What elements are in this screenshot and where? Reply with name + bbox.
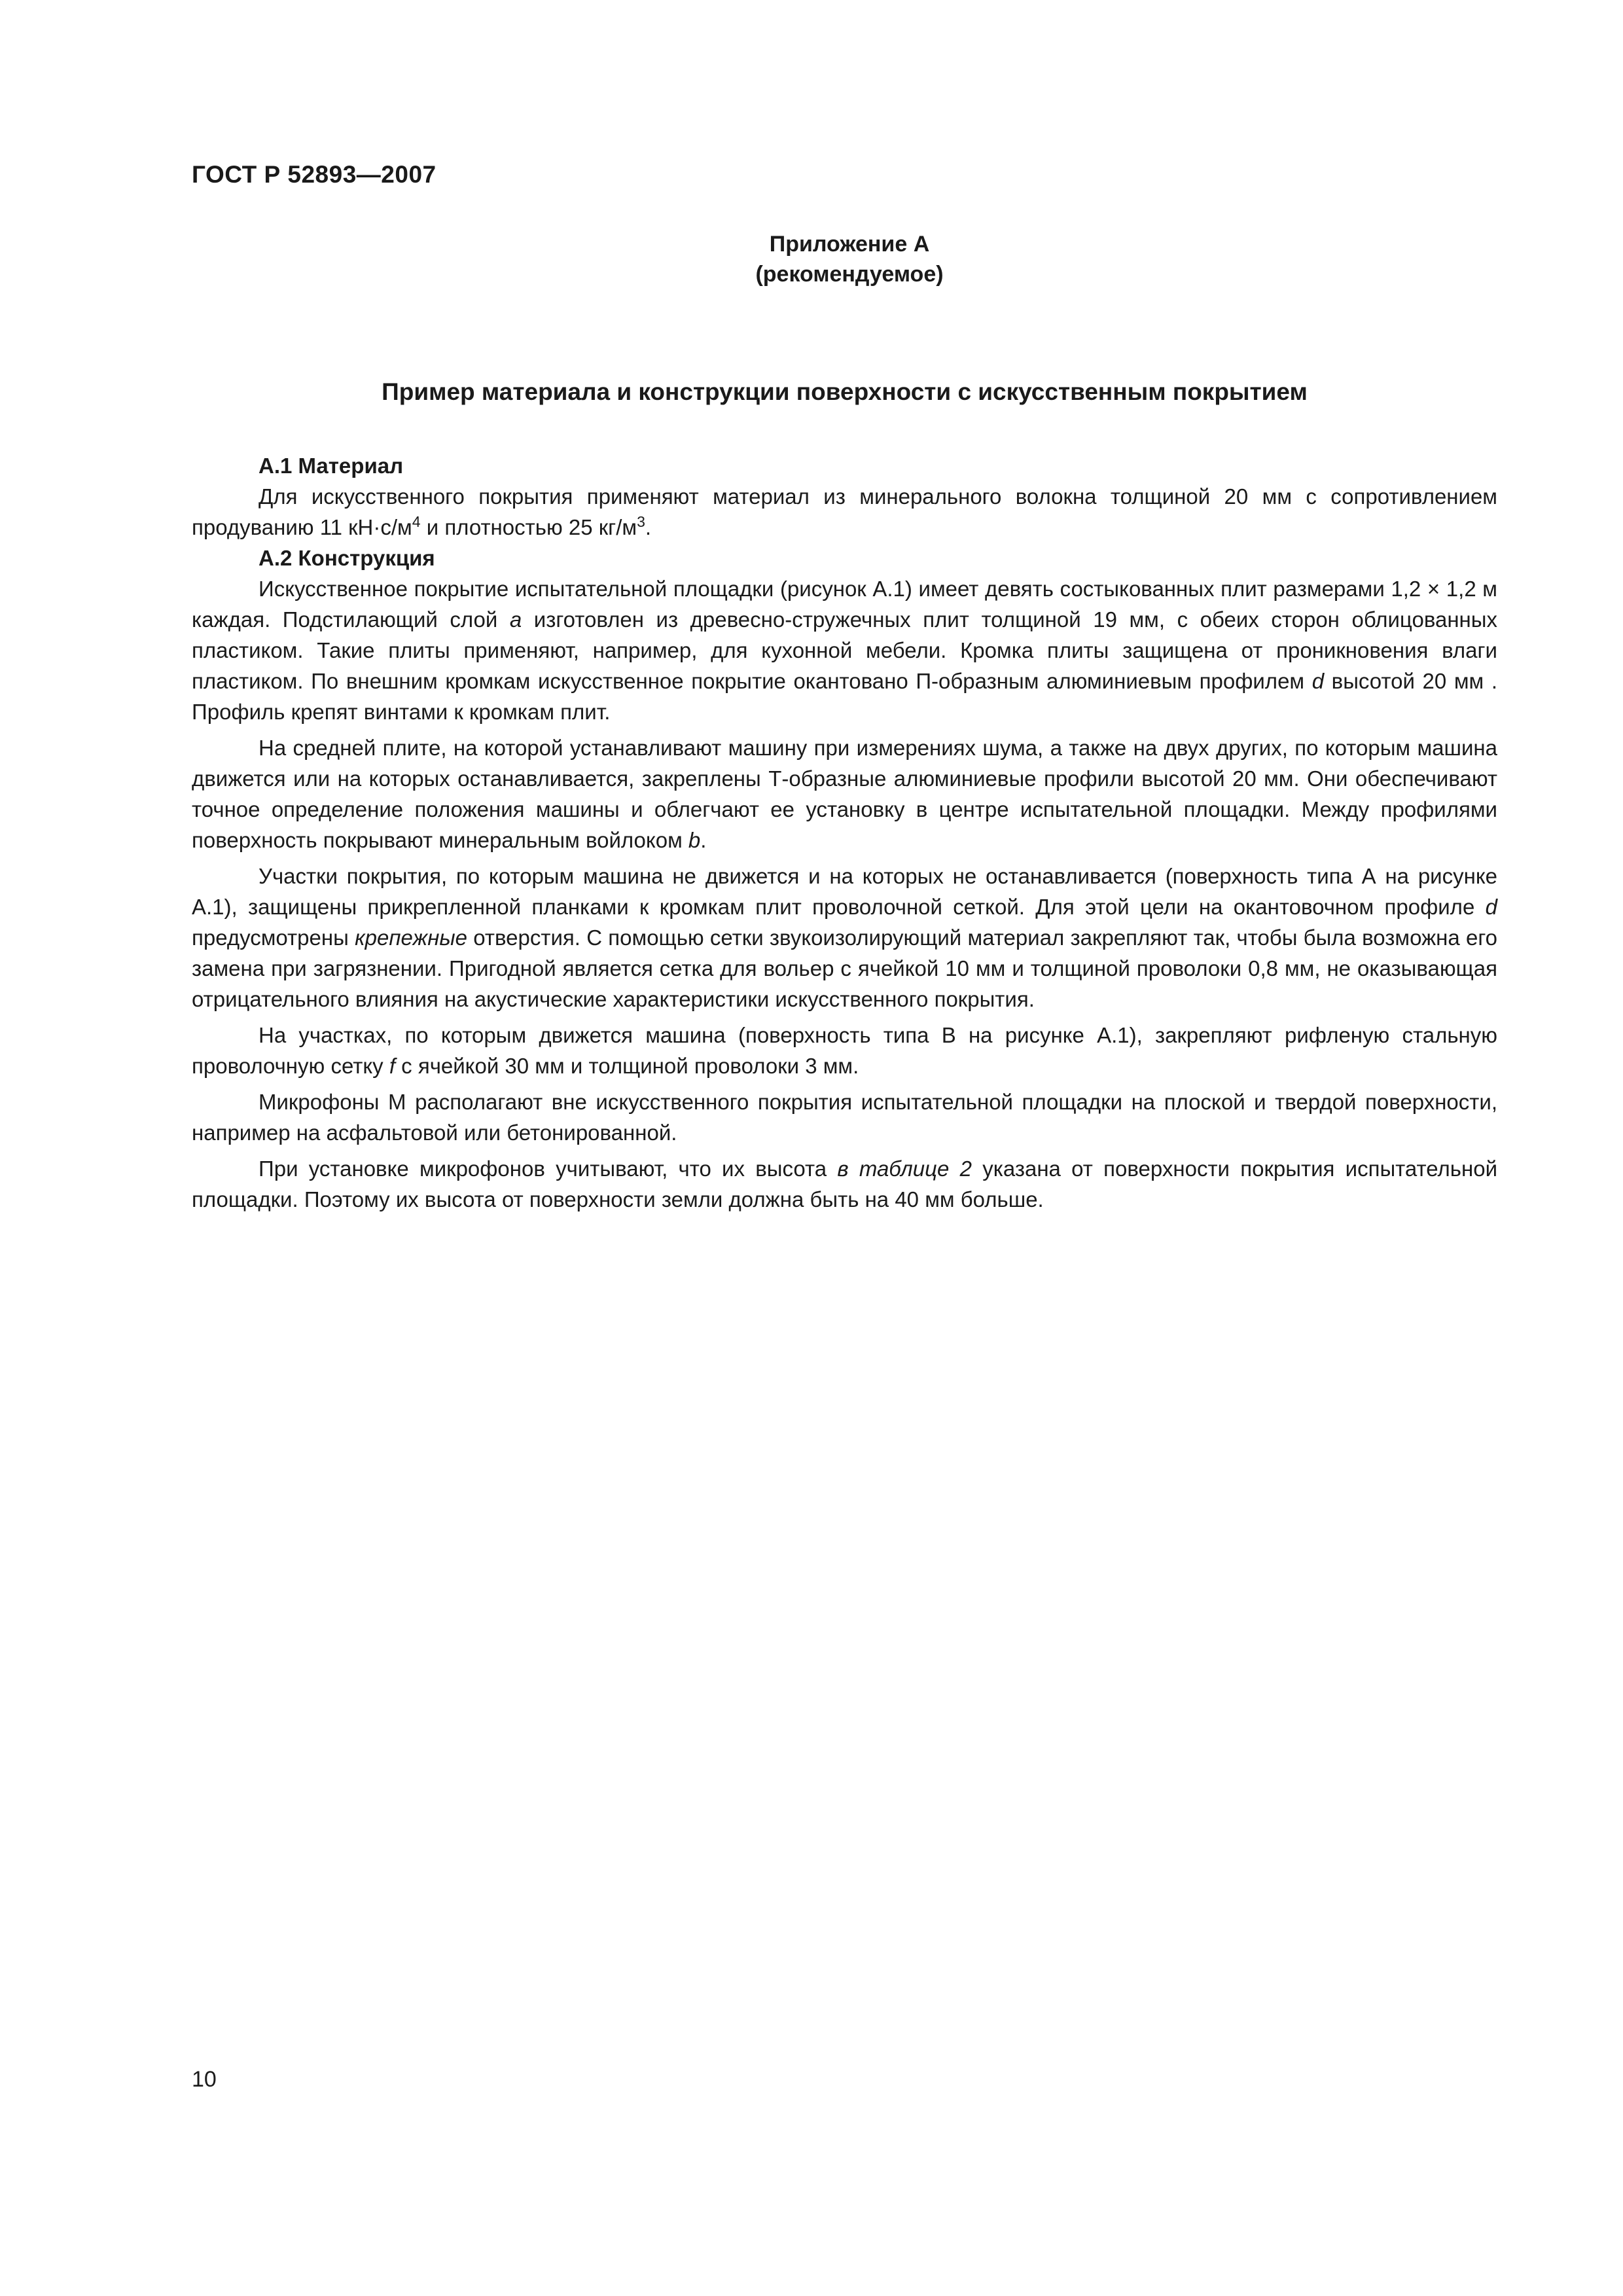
paragraph-construction-1: Искусственное покрытие испытательной площадки (рисунок А.1) имеет девять состыкованных плит размерами 1,2 × 1,2 м каждая. Подстилающий слой a изготовлен из древесно-стружечных плит толщиной 19 мм, с обеих сторон облицованных пластиком. Такие плиты применяют, например, для кухонной мебели. Кромка плиты защищена от проникновения влаги пластиком. По внешним кромкам искусственное покрытие окантовано П-образным алюминиевым профилем d высотой 20 мм . Профиль крепят винтами к кромкам плит.: [192, 577, 1498, 724]
document-code: ГОСТ Р 52893—2007: [192, 161, 437, 188]
paragraph-construction-4: На участках, по которым движется машина (поверхность типа В на рисунке А.1), закрепляют рифленую стальную проволочную сетку f с ячейкой 30 мм и толщиной проволоки 3 мм.: [192, 1023, 1497, 1078]
appendix-heading: [0, 229, 1623, 289]
page-title: Пример материала и конструкции поверхности с искусственным покрытием: [382, 378, 1308, 405]
paragraph-construction-5: Микрофоны М располагают вне искусственного покрытия испытательной площадки на плоской и твердой поверхности, например на асфальтовой или бетонированной.: [192, 1090, 1497, 1145]
paragraph-material: Для искусственного покрытия применяют материал из минерального волокна толщиной 20 мм с сопротивлением продуванию 11 $кН\cdot с/м^4$ и плотностью 25 $кг/м^3$.: [192, 484, 1497, 539]
appendix-status: (рекомендуемое): [755, 262, 944, 287]
section-heading-a1: А.1 Материал: [259, 454, 404, 478]
section-heading-a2: А.2 Конструкция: [259, 546, 435, 570]
document-body: [192, 450, 1497, 1215]
page-number: 10: [192, 2067, 217, 2092]
paragraph-construction-2: На средней плите, на которой устанавливают машину при измерениях шума, а также на двух других, по которым машина движется или на которых останавливается, закреплены Т-образные алюминиевые профили высотой 20 мм. Они обеспечивают точное определение положения машины и облегчают ее установку в центре испытательной площадки. Между профилями поверхность покрывают минеральным войлоком b.: [192, 736, 1497, 852]
appendix-title: Приложение А: [769, 232, 930, 257]
paragraph-construction-6: При установке микрофонов учитывают, что их высота в таблице 2 указана от поверхности покрытия испытательной площадки. Поэтому их высота от поверхности земли должна быть на 40 мм больше.: [192, 1157, 1497, 1211]
paragraph-construction-3: Участки покрытия, по которым машина не движется и на которых не останавливается (поверхность типа А на рисунке А.1), защищены прикрепленной планками к кромкам плит проволочной сеткой. Для этой цели на окантовочном профиле d предусмотрены крепежные отверстия. С помощью сетки звукоизолирующий материал закрепляют так, чтобы была возможна его замена при загрязнении. Пригодной является сетка для вольер с ячейкой 10 мм и толщиной проволоки 0,8 мм, не оказывающая отрицательного влияния на акустические характеристики искусственного покрытия.: [192, 864, 1498, 1011]
